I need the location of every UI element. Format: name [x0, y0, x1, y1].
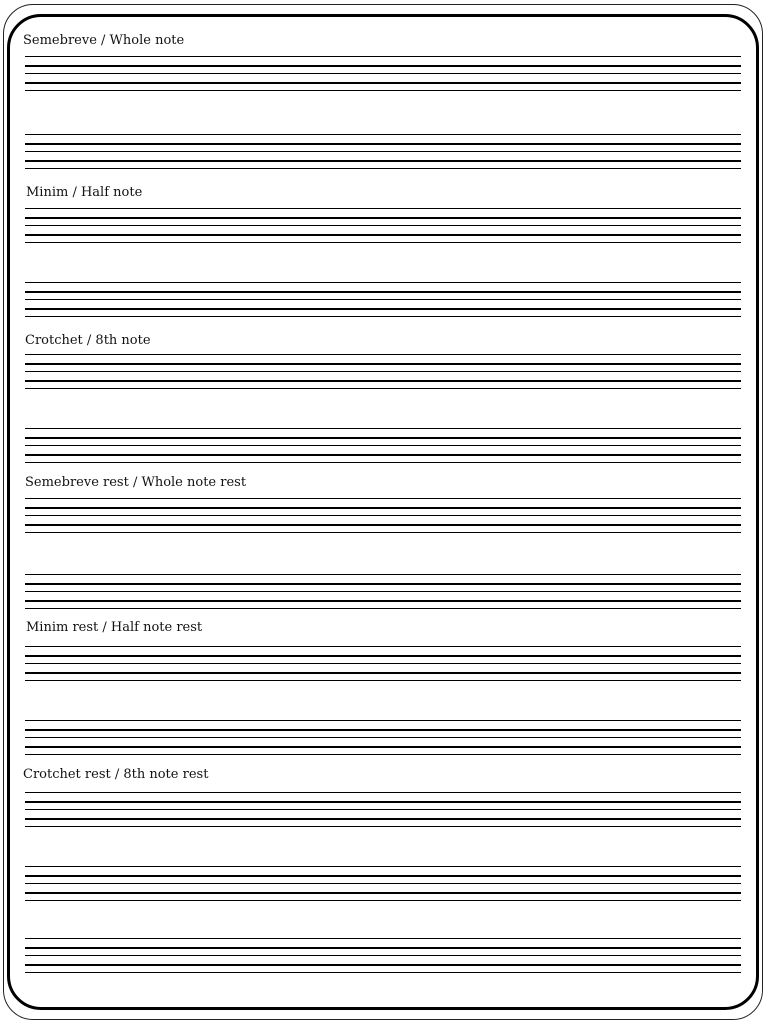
staff-line — [25, 809, 741, 810]
staff-line — [25, 680, 741, 681]
staff-line — [25, 591, 741, 592]
staff-line — [25, 524, 741, 526]
staff-line — [25, 380, 741, 382]
staff-line — [25, 316, 741, 317]
music-staff — [25, 56, 741, 92]
staff-line — [25, 600, 741, 602]
staff-line — [25, 282, 741, 283]
section-label-semebreve: Semebreve / Whole note — [23, 33, 185, 48]
music-staff — [25, 720, 741, 756]
music-staff — [25, 792, 741, 828]
staff-line — [25, 754, 741, 755]
staff-line — [25, 90, 741, 91]
music-staff — [25, 498, 741, 534]
staff-line — [25, 428, 741, 429]
staff-line — [25, 234, 741, 236]
staff-line — [25, 866, 741, 867]
staff-line — [25, 746, 741, 748]
staff-line — [25, 445, 741, 446]
staff-line — [25, 437, 741, 439]
staff-line — [25, 532, 741, 533]
staff-line — [25, 892, 741, 894]
staff-line — [25, 875, 741, 877]
staff-line — [25, 672, 741, 674]
staff-line — [25, 608, 741, 609]
music-staff — [25, 646, 741, 682]
music-staff — [25, 866, 741, 902]
staff-line — [25, 308, 741, 310]
staff-line — [25, 82, 741, 84]
staff-line — [25, 646, 741, 647]
staff-line — [25, 160, 741, 162]
staff-line — [25, 737, 741, 738]
staff-line — [25, 515, 741, 516]
staff-line — [25, 65, 741, 67]
staff-line — [25, 242, 741, 243]
music-staff — [25, 134, 741, 170]
section-label-crotchet-rest: Crotchet rest / 8th note rest — [23, 767, 209, 782]
staff-line — [25, 883, 741, 884]
staff-line — [25, 134, 741, 135]
staff-line — [25, 818, 741, 820]
section-label-minim: Minim / Half note — [26, 185, 143, 200]
staff-line — [25, 964, 741, 966]
staff-line — [25, 299, 741, 300]
staff-line — [25, 225, 741, 226]
music-staff — [25, 354, 741, 390]
staff-line — [25, 363, 741, 365]
section-label-crotchet: Crotchet / 8th note — [25, 333, 151, 348]
staff-line — [25, 801, 741, 803]
staff-line — [25, 454, 741, 456]
music-staff — [25, 282, 741, 318]
staff-line — [25, 792, 741, 793]
staff-line — [25, 826, 741, 827]
staff-line — [25, 720, 741, 721]
staff-line — [25, 143, 741, 145]
staff-line — [25, 947, 741, 949]
staff-line — [25, 663, 741, 664]
staff-line — [25, 354, 741, 355]
staff-line — [25, 955, 741, 956]
staff-line — [25, 900, 741, 901]
staff-line — [25, 498, 741, 499]
staff-line — [25, 371, 741, 372]
music-staff — [25, 428, 741, 464]
staff-line — [25, 217, 741, 219]
section-label-semebreve-rest: Semebreve rest / Whole note rest — [25, 475, 247, 490]
staff-line — [25, 972, 741, 973]
staff-line — [25, 462, 741, 463]
staff-line — [25, 507, 741, 509]
staff-line — [25, 938, 741, 939]
staff-line — [25, 583, 741, 585]
staff-line — [25, 168, 741, 169]
section-label-minim-rest: Minim rest / Half note rest — [26, 620, 203, 635]
staff-line — [25, 56, 741, 57]
staff-line — [25, 208, 741, 209]
music-staff — [25, 574, 741, 610]
staff-line — [25, 291, 741, 293]
staff-line — [25, 574, 741, 575]
staff-line — [25, 729, 741, 731]
music-staff — [25, 938, 741, 974]
staff-line — [25, 655, 741, 657]
staff-line — [25, 73, 741, 74]
staff-line — [25, 388, 741, 389]
music-staff — [25, 208, 741, 244]
staff-line — [25, 151, 741, 152]
